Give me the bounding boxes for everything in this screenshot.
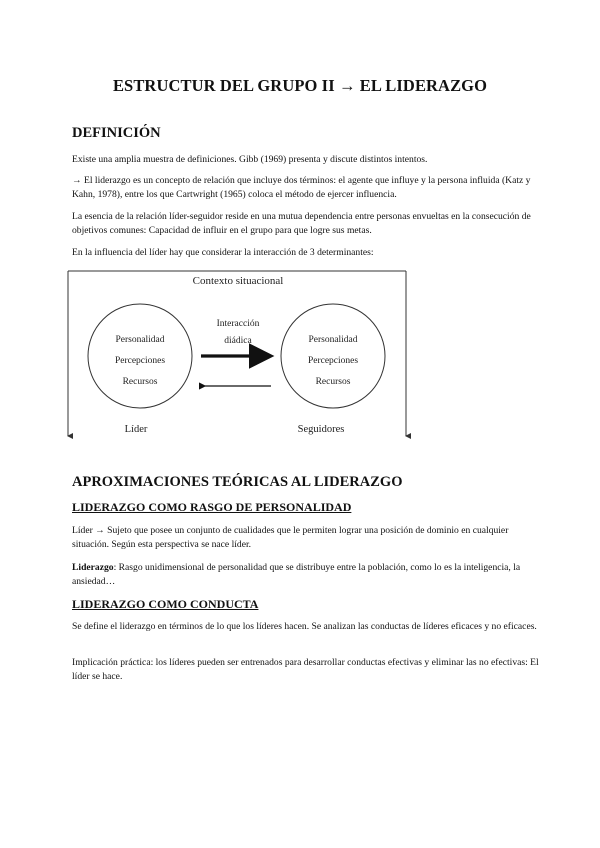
- trait-paragraph-2: [72, 561, 542, 588]
- trait-term: Liderazgo: [72, 562, 114, 573]
- leadership-diagram: [64, 268, 414, 440]
- trait-definition: : Rasgo unidimensional de personalidad que se distribuye entre la población, como lo es la inteligencia, la ansiedad…: [72, 562, 521, 587]
- behavior-paragraph-2: Implicación práctica: los líderes pueden ser entrenados para desarrollar conductas efectivas y eliminar las no efectivas: El líder se hace.: [72, 657, 539, 682]
- behavior-subheading: LIDERAZGO COMO CONDUCTA: [72, 597, 259, 611]
- interaction-label-line1: Interacción: [216, 319, 260, 329]
- definition-paragraph-3: La esencia de la relación líder-seguidor reside en una mutua dependencia entre personas envueltas en la consecución de objetivos comunes: Capacidad de influir en el grupo para que logre sus metas.: [72, 211, 531, 236]
- definition-paragraph-2: → El liderazgo es un concepto de relación que incluye dos términos: el agente que influye y la persona influida (Katz y Kahn, 1978), entre los que Cartwright (1965) coloca el método de ejercer influencia.: [72, 175, 531, 200]
- leader-trait-resources: Recursos: [122, 377, 158, 387]
- followers-label: Seguidores: [297, 424, 345, 435]
- behavior-paragraph-1: Se define el liderazgo en términos de lo que los líderes hacen. Se analizan las conductas de líderes eficaces y no eficaces.: [72, 621, 537, 632]
- definition-heading: DEFINICIÓN: [72, 125, 161, 141]
- trait-paragraph-1: Líder → Sujeto que posee un conjunto de cualidades que le permiten lograr una posición de dominio en cualquier situación. Según esta perspectiva se nace líder.: [72, 525, 509, 550]
- follower-trait-resources: Recursos: [315, 377, 351, 387]
- context-label: Contexto situacional: [192, 275, 284, 287]
- follower-trait-perceptions: Percepciones: [307, 356, 359, 366]
- definition-paragraph-1: Existe una amplia muestra de definiciones. Gibb (1969) presenta y discute distintos intentos.: [72, 154, 428, 165]
- definition-paragraph-4: En la influencia del líder hay que considerar la interacción de 3 determinantes:: [72, 247, 374, 258]
- page-title: ESTRUCTUR DEL GRUPO II → EL LIDERAZGO: [112, 76, 488, 95]
- leader-trait-personality: Personalidad: [115, 335, 165, 345]
- leader-label: Líder: [124, 424, 148, 435]
- interaction-label-line2: diádica: [224, 336, 252, 346]
- follower-trait-personality: Personalidad: [308, 335, 358, 345]
- leader-trait-perceptions: Percepciones: [114, 356, 166, 366]
- trait-subheading: LIDERAZGO COMO RASGO DE PERSONALIDAD: [72, 500, 352, 514]
- approaches-heading: APROXIMACIONES TEÓRICAS AL LIDERAZGO: [72, 474, 403, 490]
